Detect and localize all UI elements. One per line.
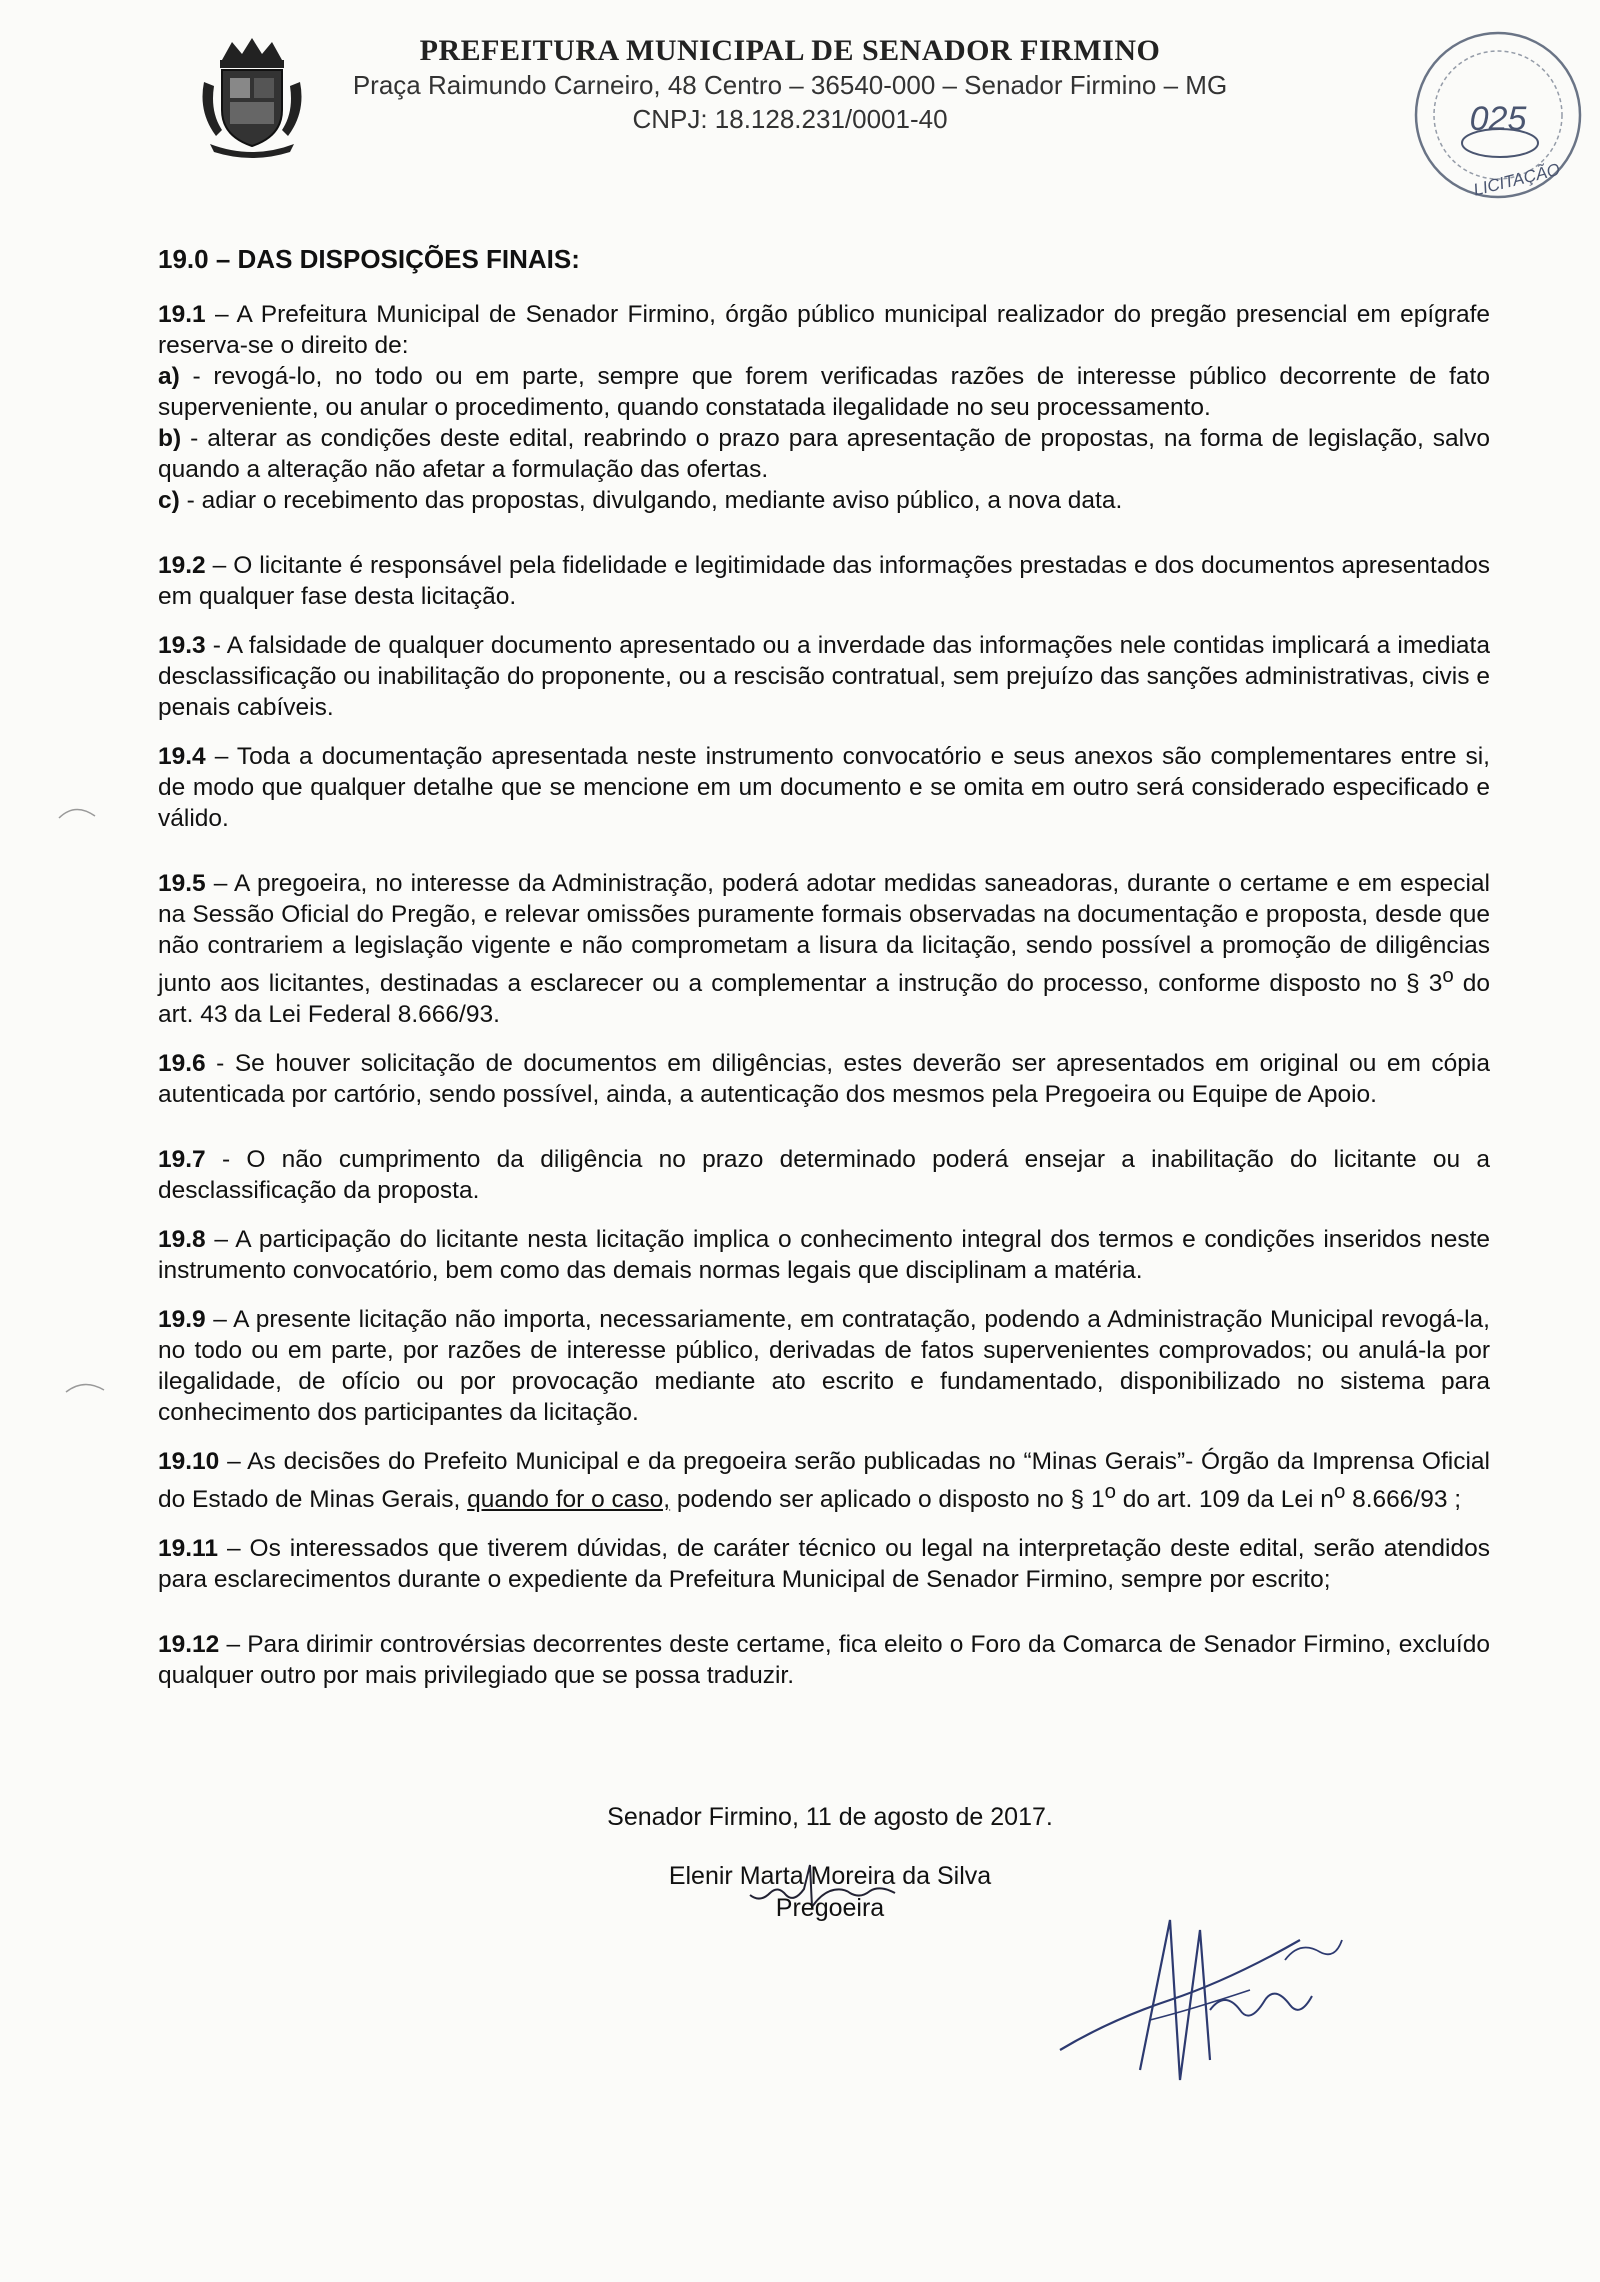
page-header bbox=[0, 0, 1600, 240]
stamp-number: 025 bbox=[1469, 100, 1527, 138]
header-title: PREFEITURA MUNICIPAL DE SENADOR FIRMINO bbox=[419, 34, 1161, 67]
clause-19-1 bbox=[158, 299, 1490, 361]
clause-19-8 bbox=[158, 1224, 1490, 1286]
clause-number: 19.12 bbox=[158, 1631, 220, 1659]
clause-text: – O licitante é responsável pela fidelidade e legitimidade das informações prestadas e dos documentos apresentados em qualquer fase desta licitação. bbox=[158, 552, 1490, 610]
protocol-stamp bbox=[1400, 20, 1590, 210]
clause-text: – Para dirimir controvérsias decorrentes deste certame, fica eleito o Foro da Comarca de Senador Firmino, excluído qualquer outro por mais privilegiado que se possa traduzir. bbox=[158, 1631, 1490, 1690]
place-date: Senador Firmino, 11 de agosto de 2017. bbox=[607, 1803, 1053, 1831]
item-label: c) bbox=[158, 487, 180, 514]
clause-text: – A Prefeitura Municipal de Senador Firmino, órgão público municipal realizador do pregão presencial em epígrafe reserva-se o direito de: bbox=[158, 301, 1490, 359]
clause-text-end: do art. 43 da Lei Federal 8.666/93. bbox=[158, 970, 1490, 1029]
superscript: o bbox=[1442, 965, 1454, 987]
clause-number: 19.4 bbox=[158, 743, 206, 770]
signature-block bbox=[640, 1860, 1020, 1924]
clause-text: – A pregoeira, no interesse da Administração, poderá adotar medidas saneadoras, durante o certame e em especial na Sessão Oficial do Pregão, e relevar omissões puramente formais observadas na documentação e proposta, desde que não contrariem a legislação vigente e não comprometam a lisura da licitação, sendo possível a promoção de diligências junto aos licitantes, destinadas a esclarecer ou a complementar a instrução do processo, conforme disposto no § 3 bbox=[158, 870, 1490, 998]
item-label: b) bbox=[158, 425, 182, 452]
clause-number: 19.3 bbox=[158, 632, 206, 659]
clause-text: - Se houver solicitação de documentos em diligências, estes deverão ser apresentados em original ou em cópia autenticada por cartório, sendo possível, ainda, a autenticação dos mesmos pela Pregoeira ou Equipe de Apoio. bbox=[158, 1050, 1490, 1109]
signer-role: Pregoeira bbox=[775, 1894, 885, 1922]
clause-text: - O não cumprimento da diligência no prazo determinado poderá ensejar a inabilitação do licitante ou a desclassificação da proposta. bbox=[158, 1146, 1490, 1205]
clause-text: – A presente licitação não importa, necessariamente, em contratação, podendo a Administração Municipal revogá-la, no todo ou em parte, por razões de interesse público, derivadas de fatos supervenientes comprovados; ou anulá-la por ilegalidade, de ofício ou por provocação mediante ato escrito e fundamentado, disponibilizado no sistema para conhecimento dos participantes da licitação. bbox=[158, 1306, 1490, 1427]
signer-name: Elenir Marta Moreira da Silva bbox=[668, 1862, 992, 1890]
clause-19-11 bbox=[158, 1533, 1490, 1595]
document-body bbox=[158, 244, 1490, 1709]
header-cnpj: CNPJ: 18.128.231/0001-40 bbox=[632, 104, 948, 134]
underlined-text: quando for o caso, bbox=[467, 1486, 671, 1514]
clause-19-6 bbox=[158, 1048, 1490, 1110]
item-text: - adiar o recebimento das propostas, divulgando, mediante aviso público, a nova data. bbox=[179, 487, 1123, 514]
clause-text: – Os interessados que tiverem dúvidas, de caráter técnico ou legal na interpretação deste edital, serão atendidos para esclarecimentos durante o expediente da Prefeitura Municipal de Senador Firmino, sempre por escrito; bbox=[158, 1535, 1490, 1594]
municipal-crest-icon bbox=[192, 32, 312, 162]
clause-number: 19.9 bbox=[158, 1306, 206, 1334]
clause-text-mid: podendo ser aplicado o disposto no § 1 bbox=[670, 1486, 1105, 1514]
clause-19-5 bbox=[158, 868, 1490, 1030]
clause-19-3 bbox=[158, 630, 1490, 723]
stamp-label: LICITAÇÃO bbox=[1471, 159, 1562, 200]
clause-text: – As decisões do Prefeito Municipal e da pregoeira serão publicadas no “Minas Gerais”- Órgão da Imprensa Oficial do Estado de Minas Gerais, bbox=[158, 1448, 1490, 1514]
clause-19-1-c bbox=[158, 485, 1490, 516]
superscript: o bbox=[1104, 1481, 1116, 1504]
margin-mark bbox=[55, 798, 115, 828]
section-title: 19.0 – DAS DISPOSIÇÕES FINAIS: bbox=[158, 244, 580, 274]
clause-number: 19.2 bbox=[158, 552, 206, 579]
item-text: - alterar as condições deste edital, reabrindo o prazo para apresentação de propostas, na forma de legislação, salvo quando a alteração não afetar a formulação das ofertas. bbox=[158, 425, 1490, 483]
clause-number: 19.11 bbox=[158, 1535, 218, 1563]
clause-19-4 bbox=[158, 741, 1490, 834]
superscript: o bbox=[1333, 1481, 1346, 1504]
clause-text: – Toda a documentação apresentada neste instrumento convocatório e seus anexos são complementares entre si, de modo que qualquer detalhe que se mencione em um documento e se omita em outro será considerado especificado e válido. bbox=[158, 743, 1490, 832]
clause-number: 19.5 bbox=[158, 870, 206, 897]
clause-number: 19.1 bbox=[158, 301, 206, 328]
clause-19-2 bbox=[158, 550, 1490, 612]
clause-number: 19.10 bbox=[158, 1448, 220, 1476]
clause-number: 19.7 bbox=[158, 1146, 206, 1174]
clause-number: 19.8 bbox=[158, 1226, 206, 1254]
clause-text-end: 8.666/93 ; bbox=[1345, 1486, 1462, 1514]
clause-19-1-b bbox=[158, 423, 1490, 485]
clause-19-7 bbox=[158, 1144, 1490, 1206]
clause-19-12 bbox=[158, 1629, 1490, 1691]
margin-mark bbox=[62, 1372, 122, 1402]
clause-text-mid2: do art. 109 da Lei n bbox=[1115, 1486, 1334, 1514]
clause-19-10 bbox=[158, 1446, 1490, 1515]
clause-number: 19.6 bbox=[158, 1050, 206, 1078]
clause-text: – A participação do licitante nesta licitação implica o conhecimento integral dos termos e condições inseridos neste instrumento convocatório, bem como das demais normas legais que disciplinam a matéria. bbox=[158, 1226, 1490, 1285]
clause-19-1-a bbox=[158, 361, 1490, 423]
clause-text: - A falsidade de qualquer documento apresentado ou a inverdade das informações nele contidas implicará a imediata desclassificação ou inabilitação do proponente, ou a rescisão contratual, sem prejuízo das sanções administrativas, civis e penais cabíveis. bbox=[158, 632, 1490, 721]
item-label: a) bbox=[158, 363, 180, 390]
header-address: Praça Raimundo Carneiro, 48 Centro – 36540-000 – Senador Firmino – MG bbox=[352, 70, 1228, 100]
handwritten-signature bbox=[1050, 1900, 1350, 2100]
clause-19-9 bbox=[158, 1304, 1490, 1428]
item-text: - revogá-lo, no todo ou em parte, sempre que forem verificadas razões de interesse público decorrente de fato superveniente, ou anular o procedimento, quando constatada ilegalidade no seu processamento. bbox=[158, 363, 1490, 421]
